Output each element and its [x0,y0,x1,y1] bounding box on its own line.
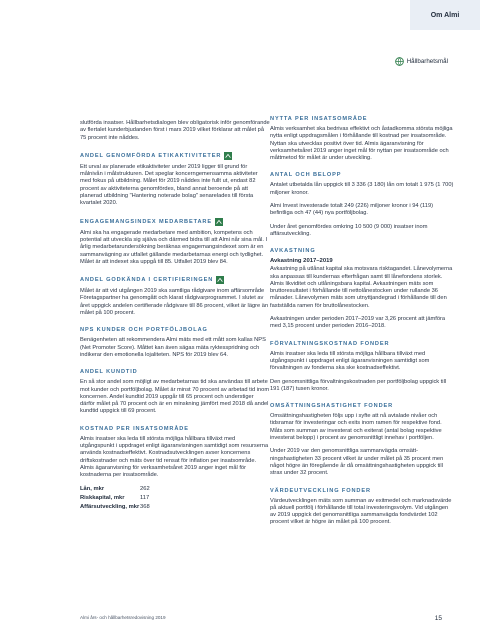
return-subheading: Avkastning 2017–2019 [270,258,333,265]
ethics-paragraph: Ett urval av planerade etikaktiviteter under 2019 ligger till grund för målnivån i målstrukturen. Det speglar koncerngemensamma aktiviteter med fokus på utbildning. Målet för 2019 nåddes inte fullt ut, endast 82 procent av aktiviteterna genomfördes, bland annat beroende på att planerad utbildning "Hantering noterade bolag" senarelades till första kvartalet 2020. [80,163,258,207]
goal-marker-icon [216,276,224,284]
table-row: Lån, mkr 262 [80,485,150,492]
heading-admin-cost: FÖRVALTNINGSKOSTNAD FONDER [270,340,390,347]
heading-customer-time: ANDEL KUNDTID [80,369,138,376]
table-row: Riskkapital, mkr 117 [80,494,150,501]
heading-nps: NPS KUNDER OCH PORTFÖLJBOLAG [80,327,208,334]
cost-table [80,486,150,513]
customer-time-paragraph: En så stor andel som möjligt av medarbetarnas tid ska användas till arbete mot kunder och portföljbolag. Målet är minst 70 procent av arbetad tid inom koncernen. Andel kundtid 2019 uppgår till 65 procent och understiger därför målet på 70 procent och är en minskning jämfört med 2018 då andel kundtid uppgick till 69 procent. [80,379,270,415]
page-number: 15 [434,615,442,622]
cost-per-area-paragraph: Almis insatser ska leda till största möjliga hållbara tillväxt med utgångspunkt i uppdraget enligt ägaranvisningen samtidigt som resurserna används kostnadseffektivt. Kostnadsutvecklingen avser koncernens driftskostnader och mäts över tid rensat för inflation per insatsområde. Almis ägaranvisning för verksamhetsåret 2019 anger inget mål för kostnaderna per insatsområde. [80,435,269,479]
benefit-paragraph: Almis verksamhet ska bedrivas effektivt och åstadkomma största möjliga nytta enligt uppdragsmålen i förhållande till kostnad per insatsområde. Nyttan ska utvecklas positivt över tid. Almis ägaranvisning för verksamhetsåret 2019 anger inget mål för nyttan per insatsområde och måttmetod för målet är under utveckling. [270,126,453,162]
loans-paragraph: Antalet utbetalda lån uppgick till 3 336 (3 180) lån om totalt 1 975 (1 700) miljoner kronor. [270,182,454,196]
heading-value-growth: VÄRDEUTVECKLING FONDER [270,487,371,494]
right-column [270,116,454,533]
heading-benefit: NYTTA PER INSATSOMRÅDE [270,116,368,122]
goal-section-label: Hållbarhetsmål [406,58,448,65]
goal-marker-icon [224,152,232,160]
admin-cost-paragraph: Almis insatser ska leda till största möjliga hållbara tillväxt med utgångspunkt i uppdraget enligt ägaranvisningen samtidigt som förvaltningen av fonderna ska ske kostnadseffektivt. [270,350,430,372]
heading-ethics: ANDEL GENOMFÖRDA ETIKAKTIVITETER [80,152,270,160]
admin-cost-result-paragraph: Den genomsnittliga förvaltningskostnaden per portföljbolag uppgick till 191 (187) tusen kronor. [270,378,447,392]
invest-paragraph: Almi Invest investerade totalt 249 (226) miljoner kronor i 94 (119) befintliga och 47 (44) nya portföljbolag. [270,203,434,217]
footer-document-title: Almi års- och hållbarhetsredovisning 2019 [80,615,166,620]
globe-goal-icon [395,57,404,66]
intro-paragraph: slutförda insatser. Hållbarhetsdialogen blev obligatorisk inför genomförande av flertalet kunderbjudanden först i mars 2019 vilket förklarar att målet på 75 procent inte nåddes. [80,120,270,141]
return-result-paragraph: Avkastningen under perioden 2017–2019 var 3,26 procent att jämföra med 3,15 procent under perioden 2016–2018. [270,316,446,330]
heading-count-amount: ANTAL OCH BELOPP [270,172,342,179]
section-tab[interactable] [410,0,480,30]
heading-turnover: OMSÄTTNINGSHASTIGHET FONDER [270,403,394,410]
nps-paragraph: Benägenheten att rekommendera Almi mäts med ett mått som kallas NPS (Net Promoter Score). Måttet kan även sägas mäta ryktesspridning och indikerar den emotionella lojaliteten. NPS för 2019 blev 64. [80,337,266,358]
heading-return: AVKASTNING [270,248,316,255]
turnover-result-paragraph: Under 2019 var den genomsnittliga sammanvägda omsättningshastigheten 33 procent vilket är under målet på 35 procent men något högre än föregående år då omsättningshastigheten uppgick till strax under 32 procent. [270,448,444,477]
turnover-paragraph: Omsättningshastigheten följs upp i syfte att nå avtalade nivåer och tidsramar för investeringar och exits inom ramen för respektive fond. Måts som summan av investerat och exiterat (antal bolag respektive investerat belopp) i procent av genomsnittligt innehav i portföljen. [270,413,442,442]
return-paragraph: Avkastning på utlånat kapital ska motsvara risktagandet. Lånevolymerna ska anpassas till kundernas efterfrågan samt till lånefondens storlek. Almis likviditet och utlåningsbara kapital. Avkastningen mäts som bruttoresultatet i förhållande till nettolånestocken under rullande 36 månader. Lånevolymen mäts som utnyttjandegrad i förhållande till den fastställda ramen för bruttolånestocken. [270,266,453,309]
value-growth-paragraph: Värdeutvecklingen mäts som summan av exitmedel och marknadsvärde på aktuell portfölj i förhållande till total investeringsvolym. Vid utgången av 2019 uppgick det genomsnittliga sammanvägda fondvärdet 102 procent vilket är högre än målet på 100 procent. [270,497,452,526]
section-tab-label: Om Almi [430,11,460,19]
heading-engagement: ENGAGEMANGSINDEX MEDARBETARE [80,218,270,226]
business-dev-paragraph: Under året genomfördes omkring 10 500 (9 000) insatser inom affärsutveckling. [270,223,428,237]
certification-paragraph: Målet är att vid utgången 2019 ska samtliga rådgivare inom affärsområde Företagspartner ha genomgått och klarat rådgivarprogrammet. I slutet av året uppgick andelen certifierade rådgivare till 86 procent, vilket är lägre än målet på 100 procent. [80,288,269,317]
left-column [80,120,270,513]
engagement-paragraph: Almi ska ha engagerade medarbetare med ambition, kompetens och potential att utveckla sig själva och därmed bidra till att Almi når sina mål. I årlig medarbetarundersökning beräknas engagemangsindexet som är en sammanvägning av utfallet gällande medarbetarnas energi och tydlighet. Målet är att indexet ska uppgå till 85. Utfallet 2019 blev 84. [80,229,268,265]
goal-marker-icon [215,218,223,226]
goal-section-tag [395,57,448,66]
heading-cost-per-area: KOSTNAD PER INSATSOMRÅDE [80,425,189,432]
table-row: Affärsutveckling, mkr 368 [80,503,150,510]
heading-certification: ANDEL GODKÄNDA I CERTIFIERINGEN [80,276,270,284]
